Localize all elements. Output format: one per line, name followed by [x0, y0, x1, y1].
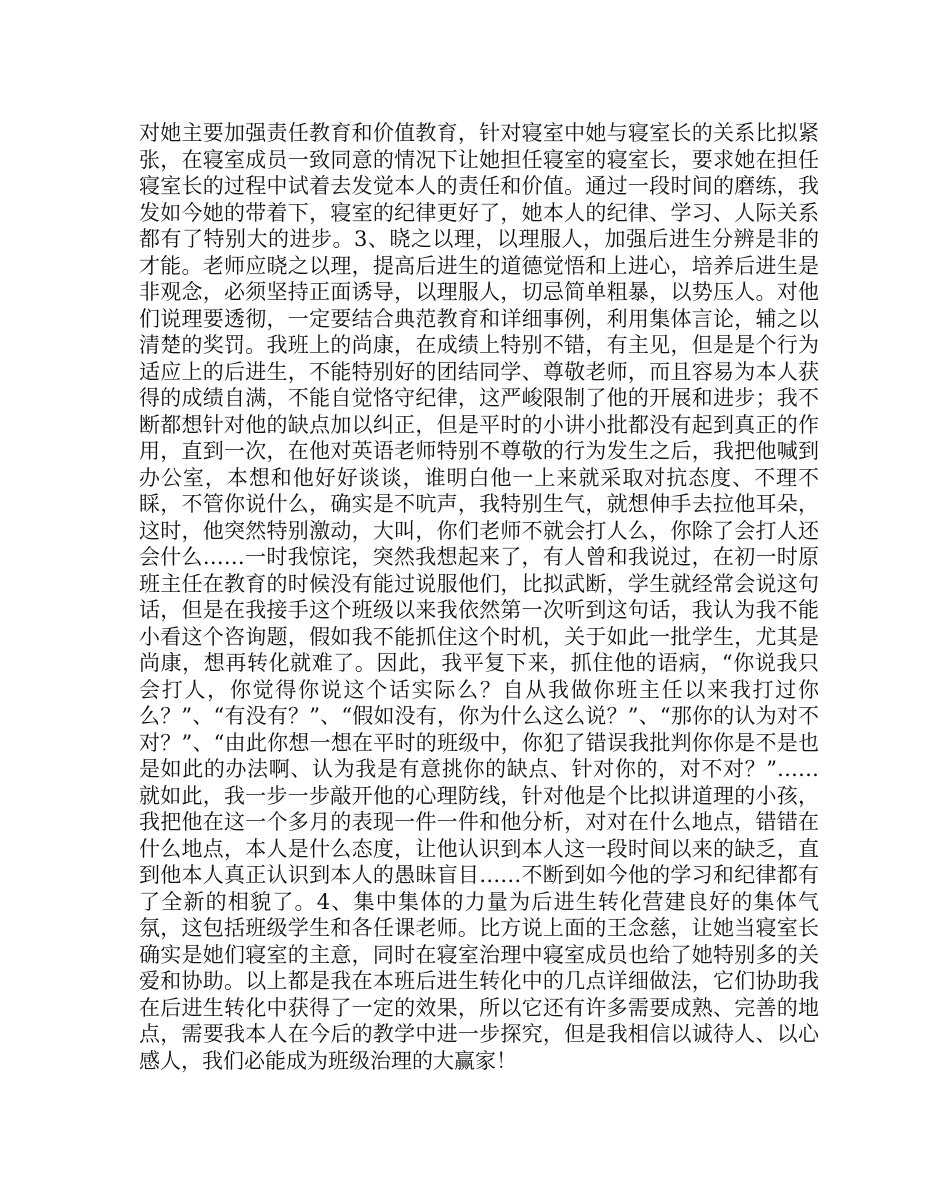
body-paragraph: 对她主要加强责任教育和价值教育，针对寝室中她与寝室长的关系比拟紧张，在寝室成员一致同意的情况下让她担任寝室的寝室长，要求她在担任寝室长的过程中试着去发觉本人的责任和价值。通过一段时间的磨练，我发如今她的带着下，寝室的纪律更好了，她本人的纪律、学习、人际关系都有了特别大的进步。3、晓之以理，以理服人，加强后进生分辨是非的才能。老师应晓之以理，提高后进生的道德觉悟和上进心，培养后进生是非观念，必须坚持正面诱导，以理服人，切忌简单粗暴，以势压人。对他们说理要透彻，一定要结合典范教育和详细事例，利用集体言论，辅之以清楚的奖罚。我班上的尚康，在成绩上特别不错，有主见，但是是个行为适应上的后进生，不能特别好的团结同学、尊敬老师，而且容易为本人获得的成绩自满，不能自觉恪守纪律，这严峻限制了他的开展和进步；我不断都想针对他的缺点加以纠正，但是平时的小讲小批都没有起到真正的作用，直到一次，在他对英语老师特别不尊敬的行为发生之后，我把他喊到办公室，本想和他好好谈谈，谁明白他一上来就采取对抗态度、不理不睬，不管你说什么，确实是不吭声，我特别生气，就想伸手去拉他耳朵，这时，他突然特别激动，大叫，你们老师不就会打人么，你除了会打人还会什么……一时我惊诧，突然我想起来了，有人曾和我说过，在初一时原班主任在教育的时候没有能过说服他们，比拟武断，学生就经常会说这句话，但是在我接手这个班级以来我依然第一次听到这句话，我认为我不能小看这个咨询题，假如我不能抓住这个时机，关于如此一批学生，尤其是尚康，想再转化就难了。因此，我平复下来，抓住他的语病，“你说我只会打人，你觉得你说这个话实际么？自从我做你班主任以来我打过你么？”、“有没有？”、“假如没有，你为什么这么说？”、“那你的认为对不对？”、“由此你想一想在平时的班级中，你犯了错误我批判你你是不是也是如此的办法啊、认为我是有意挑你的缺点、针对你的，对不对？”……就如此，我一步一步敲开他的心理防线，针对他是个比拟讲道理的小孩，我把他在这一个多月的表现一件一件和他分析，对对在什么地点，错错在什么地点，本人是什么态度，让他认识到本人这一段时间以来的缺乏，直到他本人真正认识到本人的愚昧盲目……不断到如今他的学习和纪律都有了全新的相貌了。4、集中集体的力量为后进生转化营建良好的集体气氛，这包括班级学生和各任课老师。比方说上面的王念慈，让她当寝室长确实是她们寝室的主意，同时在寝室治理中寝室成员也给了她特别多的关爱和协助。以上都是我在本班后进生转化中的几点详细做法，它们协助我在后进生转化中获得了一定的效果，所以它还有许多需要成熟、完善的地点，需要我本人在今后的教学中进一步探究，但是我相信以诚待人、以心感人，我们必能成为班级治理的大赢家！ [139, 121, 819, 1073]
